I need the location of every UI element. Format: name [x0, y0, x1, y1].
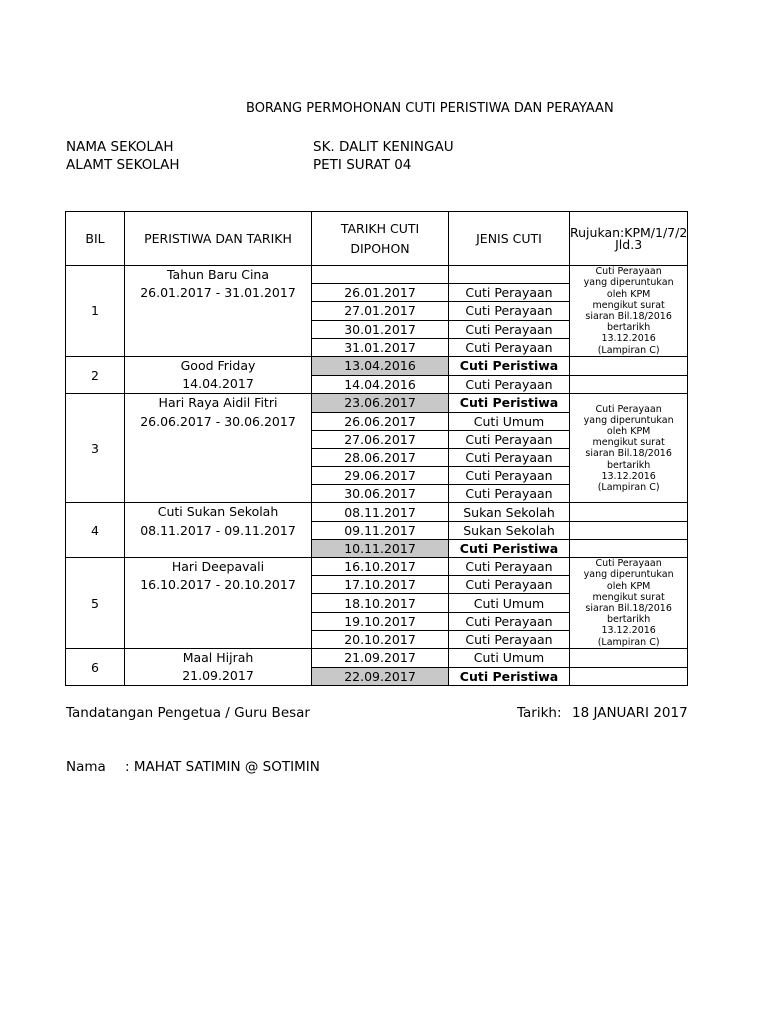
reference-note-line: siaran Bil.18/2016 [585, 603, 672, 614]
header-bil: BIL [66, 212, 125, 266]
table-row [66, 266, 688, 284]
event-dates: 21.09.2017 [182, 668, 254, 684]
header-date-line1: TARIKH CUTI [340, 220, 420, 236]
event-cell [125, 558, 312, 649]
date-cell: 27.06.2017 [312, 430, 449, 448]
event-name: Cuti Sukan Sekolah [157, 504, 279, 520]
event-name: Hari Deepavali [171, 559, 265, 575]
date-cell: 28.06.2017 [312, 448, 449, 466]
reference-note-line: yang diperuntukan [583, 569, 674, 581]
school-name-value: SK. DALIT KENINGAU [313, 139, 454, 155]
reference-note-line: siaran Bil.18/2016 [585, 448, 672, 460]
reference-empty-cell [570, 503, 688, 521]
bil-cell: 2 [66, 356, 125, 393]
name-label: Nama [66, 759, 106, 775]
event-name: Good Friday [180, 357, 256, 373]
event-cell [125, 503, 312, 558]
reference-note-line: oleh KPM [606, 580, 651, 592]
event-cell [125, 394, 312, 503]
reference-note-line: yang diperuntukan [583, 414, 674, 426]
reference-note-line: 13.12.2016 [601, 333, 656, 345]
reference-note-line: Cuti Perayaan [595, 558, 662, 570]
header-reference-line2: Jld.3 [615, 236, 643, 252]
form-title: BORANG PERMOHONAN CUTI PERISTIWA DAN PERAYAAN [246, 101, 614, 116]
date-cell: 29.06.2017 [312, 467, 449, 485]
reference-note-line: mengikut surat [592, 299, 665, 311]
leave-type-cell: Cuti Perayaan [449, 338, 570, 356]
bil-cell: 6 [66, 648, 125, 685]
table-header-row [66, 212, 688, 266]
reference-note-line: oleh KPM [606, 288, 651, 300]
reference-note-line: bertarikh [606, 322, 651, 334]
reference-note-cell [570, 394, 688, 503]
leave-type-cell: Cuti Peristiwa [449, 539, 570, 557]
date-cell: 18.10.2017 [312, 594, 449, 612]
leave-type-cell: Cuti Perayaan [449, 430, 570, 448]
reference-note-line: Cuti Perayaan [595, 403, 662, 415]
date-cell: 23.06.2017 [312, 394, 449, 412]
bil-cell: 1 [66, 266, 125, 357]
date-cell: 19.10.2017 [312, 612, 449, 630]
table-row [66, 503, 688, 521]
date-label: Tarikh: [517, 705, 562, 721]
event-cell [125, 266, 312, 357]
header-event: PERISTIWA DAN TARIKH [125, 212, 312, 266]
leave-type-cell: Cuti Perayaan [449, 375, 570, 394]
leave-type-cell: Cuti Peristiwa [449, 394, 570, 412]
school-address-label: ALAMT SEKOLAH [66, 157, 180, 173]
table-row [66, 648, 688, 667]
date-cell: 10.11.2017 [312, 539, 449, 557]
reference-note-line: mengikut surat [592, 437, 665, 449]
leave-type-cell: Sukan Sekolah [449, 521, 570, 539]
leave-type-cell: Cuti Umum [449, 648, 570, 667]
date-cell: 13.04.2016 [312, 356, 449, 375]
leave-type-cell [449, 266, 570, 284]
reference-empty-cell [570, 375, 688, 394]
school-address-value: PETI SURAT 04 [313, 157, 412, 173]
reference-note-line: bertarikh [606, 614, 651, 626]
date-cell: 16.10.2017 [312, 558, 449, 576]
reference-note-line: (Lampiran C) [597, 636, 660, 648]
leave-type-cell: Cuti Peristiwa [449, 356, 570, 375]
reference-note-line: siaran Bil.18/2016 [585, 310, 672, 322]
reference-note-line: oleh KPM [606, 426, 651, 437]
leave-type-cell: Cuti Umum [449, 412, 570, 430]
reference-note-line: (Lampiran C) [597, 482, 660, 494]
header-reference-line1: Rujukan:KPM/1/7/2 [570, 224, 688, 240]
date-value: 18 JANUARI 2017 [572, 705, 688, 721]
leave-type-cell: Cuti Perayaan [449, 558, 570, 576]
header-reference [570, 212, 688, 266]
reference-note-line: bertarikh [606, 459, 651, 471]
date-cell: 26.06.2017 [312, 412, 449, 430]
reference-note-line: 13.12.2016 [601, 625, 656, 637]
bil-cell: 3 [66, 394, 125, 503]
reference-note-line: 13.12.2016 [601, 470, 656, 482]
date-cell: 30.06.2017 [312, 485, 449, 503]
event-cell [125, 356, 312, 393]
signature-label: Tandatangan Pengetua / Guru Besar [66, 705, 310, 721]
reference-note-line: Cuti Perayaan [595, 266, 662, 278]
table-row [66, 394, 688, 412]
leave-type-cell: Cuti Perayaan [449, 467, 570, 485]
leave-type-cell: Cuti Perayaan [449, 320, 570, 338]
date-cell: 17.10.2017 [312, 576, 449, 594]
table-row [66, 558, 688, 576]
header-date-line2: DIPOHON [350, 240, 410, 256]
date-cell: 27.01.2017 [312, 302, 449, 320]
leave-type-cell: Cuti Perayaan [449, 448, 570, 466]
date-cell: 20.10.2017 [312, 630, 449, 648]
event-name: Tahun Baru Cina [166, 267, 270, 282]
date-cell: 08.11.2017 [312, 503, 449, 521]
event-dates: 16.10.2017 - 20.10.2017 [140, 577, 296, 593]
date-cell: 31.01.2017 [312, 338, 449, 356]
leave-table [65, 211, 688, 686]
date-cell: 26.01.2017 [312, 284, 449, 302]
reference-note-cell [570, 558, 688, 649]
header-type: JENIS CUTI [449, 212, 570, 266]
reference-empty-cell [570, 539, 688, 557]
reference-empty-cell [570, 648, 688, 667]
date-cell [312, 266, 449, 284]
bil-cell: 5 [66, 558, 125, 649]
table-row [66, 356, 688, 375]
date-cell: 22.09.2017 [312, 667, 449, 686]
leave-type-cell: Cuti Perayaan [449, 485, 570, 503]
event-name: Hari Raya Aidil Fitri [158, 395, 278, 411]
reference-note-line: (Lampiran C) [597, 344, 660, 356]
reference-note-line: yang diperuntukan [583, 277, 674, 289]
leave-type-cell: Cuti Perayaan [449, 612, 570, 630]
event-name: Maal Hijrah [182, 649, 254, 665]
table-body [66, 266, 688, 686]
date-cell: 21.09.2017 [312, 648, 449, 667]
event-dates: 26.01.2017 - 31.01.2017 [140, 285, 296, 301]
date-cell: 14.04.2016 [312, 375, 449, 394]
reference-empty-cell [570, 667, 688, 686]
event-dates: 14.04.2017 [182, 376, 254, 392]
reference-empty-cell [570, 521, 688, 539]
event-cell [125, 648, 312, 685]
name-value: : MAHAT SATIMIN @ SOTIMIN [125, 759, 320, 775]
event-dates: 08.11.2017 - 09.11.2017 [140, 522, 296, 538]
header-date [312, 212, 449, 266]
leave-type-cell: Sukan Sekolah [449, 503, 570, 521]
date-cell: 09.11.2017 [312, 521, 449, 539]
leave-type-cell: Cuti Perayaan [449, 630, 570, 648]
school-name-label: NAMA SEKOLAH [66, 139, 174, 155]
event-dates: 26.06.2017 - 30.06.2017 [140, 413, 296, 429]
leave-type-cell: Cuti Perayaan [449, 302, 570, 320]
bil-cell: 4 [66, 503, 125, 558]
leave-type-cell: Cuti Perayaan [449, 576, 570, 594]
leave-type-cell: Cuti Perayaan [449, 284, 570, 302]
reference-empty-cell [570, 356, 688, 375]
reference-note-cell [570, 266, 688, 357]
reference-note-line: mengikut surat [592, 591, 665, 603]
leave-type-cell: Cuti Peristiwa [449, 667, 570, 686]
date-cell: 30.01.2017 [312, 320, 449, 338]
leave-type-cell: Cuti Umum [449, 594, 570, 612]
